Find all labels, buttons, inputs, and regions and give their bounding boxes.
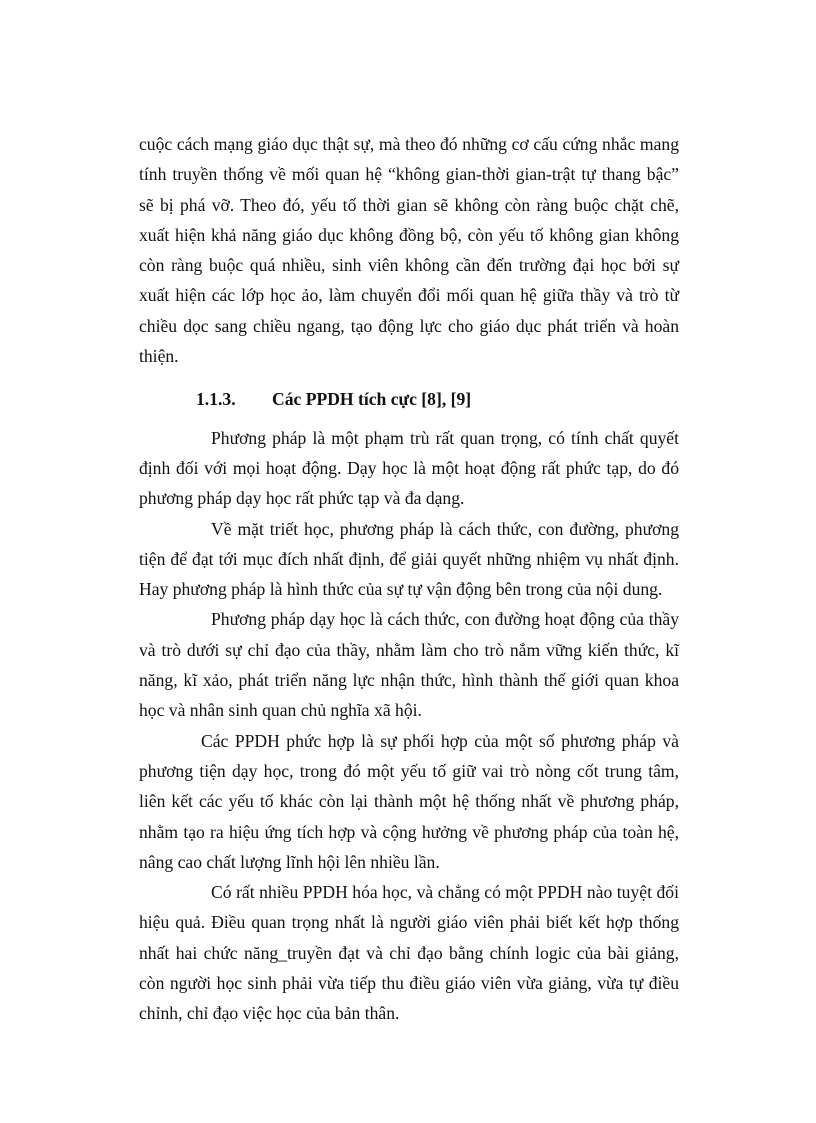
paragraph-1: Phương pháp là một phạm trù rất quan trọng, có tính chất quyết định đối với mọi hoạt động. Dạy học là một hoạt động rất phức tạp, do đó phương pháp dạy học rất phức tạp và đa dạng. — [139, 427, 679, 509]
paragraph-3: Phương pháp dạy học là cách thức, con đường hoạt động của thầy và trò dưới sự chỉ đạo của thầy, nhằm làm cho trò nắm vững kiến thức, kĩ năng, kĩ xảo, phát triển năng lực nhận thức, hình thành thế giới quan khoa học và nhân sinh quan chủ nghĩa xã hội. — [139, 609, 679, 721]
paragraph-5: Có rất nhiều PPDH hóa học, và chẳng có một PPDH nào tuyệt đối hiệu quả. Điều quan trọng nhất là người giáo viên phải biết kết hợp thống nhất hai chức năng_truyền đạt và chỉ đạo bằng chính logic của bài giảng, còn người học sinh phải vừa tiếp thu điều giáo viên vừa giảng, vừa tự điều chỉnh, chỉ đạo việc học của bản thân. — [139, 882, 679, 1024]
section-heading — [139, 384, 679, 414]
intro-paragraph: cuộc cách mạng giáo dục thật sự, mà theo đó những cơ cấu cứng nhắc mang tính truyền thống về mối quan hệ “không gian-thời gian-trật tự thang bậc” sẽ bị phá vỡ. Theo đó, yếu tố thời gian sẽ không còn ràng buộc chặt chẽ, xuất hiện khả năng giáo dục không đồng bộ, còn yếu tố không gian không còn ràng buộc quá nhiều, sinh viên không cần đến trường đại học bởi sự xuất hiện các lớp học ảo, làm chuyển đổi mối quan hệ giữa thầy và trò từ chiều dọc sang chiều ngang, tạo động lực cho giáo dục phát triển và hoàn thiện. — [139, 134, 679, 367]
section-title: Các PPDH tích cực [8], [9] — [272, 389, 472, 410]
section-number: 1.1.3. — [196, 389, 236, 410]
document-page — [139, 129, 679, 1029]
paragraph-2: Về mặt triết học, phương pháp là cách thức, con đường, phương tiện để đạt tới mục đích nhất định, để giải quyết những nhiệm vụ nhất định. Hay phương pháp là hình thức của sự tự vận động bên trong của nội dung. — [139, 518, 679, 600]
paragraph-4: Các PPDH phức hợp là sự phối hợp của một số phương pháp và phương tiện dạy học, trong đó một yếu tố giữ vai trò nòng cốt trung tâm, liên kết các yếu tố khác còn lại thành một hệ thống nhất về phương pháp, nhằm tạo ra hiệu ứng tích hợp và cộng hưởng về phương pháp của toàn hệ, nâng cao chất lượng lĩnh hội lên nhiều lần. — [139, 730, 679, 872]
